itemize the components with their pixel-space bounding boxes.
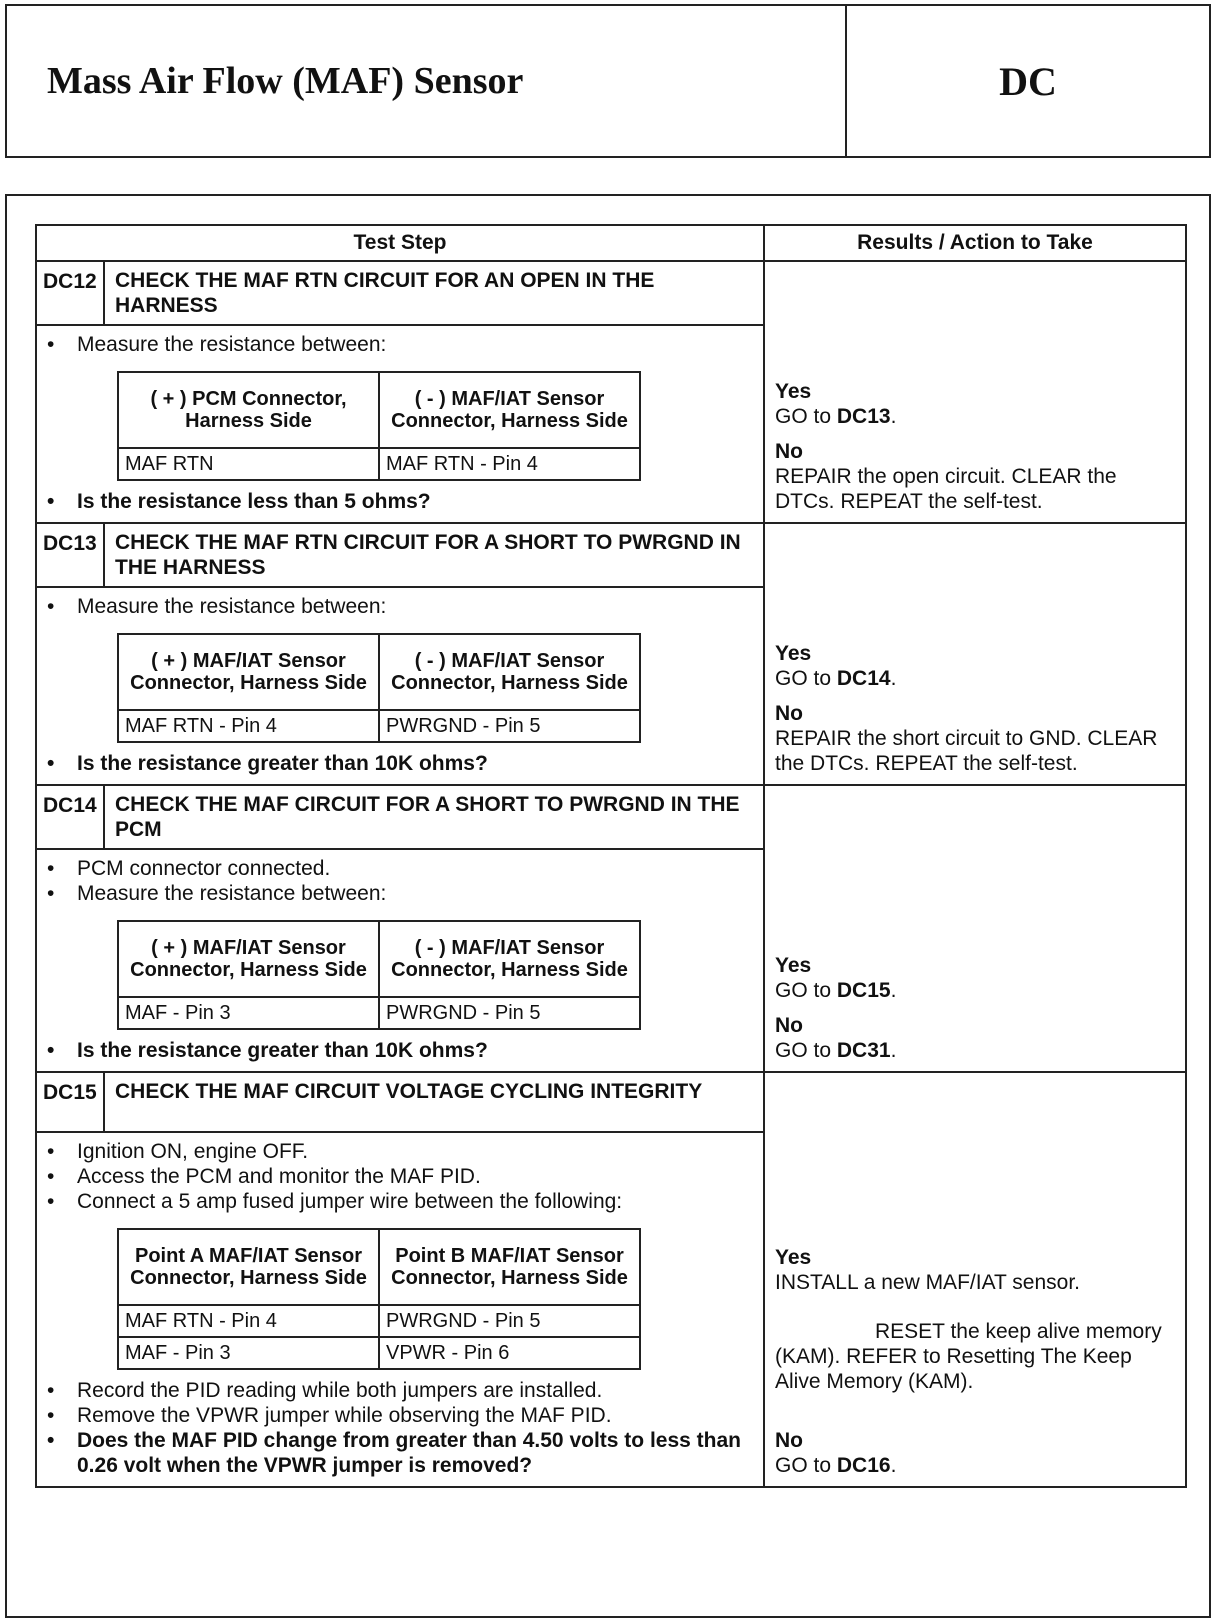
measurement-header: ( - ) MAF/IAT Sensor Connector, Harness Side <box>379 634 640 710</box>
test-step-table <box>35 224 1187 1488</box>
step-id: DC13 <box>36 523 104 587</box>
step-question: • Is the resistance greater than 10K ohms? <box>47 751 753 776</box>
no-target-link[interactable]: DC16 <box>836 1454 891 1477</box>
step-title: CHECK THE MAF RTN CIRCUIT FOR A SHORT TO PWRGND IN THE HARNESS <box>104 523 764 587</box>
no-target-link[interactable]: DC31 <box>836 1039 891 1062</box>
yes-target-link[interactable]: DC14 <box>836 667 891 690</box>
step-title: CHECK THE MAF RTN CIRCUIT FOR AN OPEN IN THE HARNESS <box>104 261 764 325</box>
measurement-table <box>117 920 641 1030</box>
step-instruction: • Measure the resistance between: <box>47 594 753 619</box>
step-instruction: • Access the PCM and monitor the MAF PID. <box>47 1164 753 1189</box>
step-id: DC12 <box>36 261 104 325</box>
step-question: • Is the resistance less than 5 ohms? <box>47 489 753 514</box>
step-instruction: • Record the PID reading while both jumpers are installed. <box>47 1378 753 1403</box>
step-question: • Does the MAF PID change from greater than 4.50 volts to less than 0.26 volt when the VPWR jumper is removed? <box>47 1428 753 1478</box>
no-label: No <box>775 1014 803 1037</box>
yes-target-link[interactable]: DC13 <box>836 405 891 428</box>
step-instruction: • Ignition ON, engine OFF. <box>47 1139 753 1164</box>
step-instruction: • Measure the resistance between: <box>47 332 753 357</box>
column-header-test-step: Test Step <box>36 225 764 261</box>
jumper-cell: MAF - Pin 3 <box>118 1337 379 1369</box>
column-header-results: Results / Action to Take <box>764 225 1186 261</box>
step-title: CHECK THE MAF CIRCUIT VOLTAGE CYCLING INTEGRITY <box>104 1072 764 1132</box>
step-instruction: • Remove the VPWR jumper while observing the MAF PID. <box>47 1403 753 1428</box>
no-prefix: GO to <box>775 1454 832 1477</box>
yes-label: Yes <box>775 954 812 977</box>
yes-prefix: GO to <box>775 979 832 1002</box>
page-header <box>5 4 1211 158</box>
step-instruction: • Connect a 5 amp fused jumper wire between the following: <box>47 1189 753 1214</box>
step-id: DC15 <box>36 1072 104 1132</box>
yes-text-2: RESET the keep alive memory (KAM). REFER to Resetting The Keep Alive Memory (KAM). <box>775 1320 1162 1393</box>
no-label: No <box>775 440 803 463</box>
step-title: CHECK THE MAF CIRCUIT FOR A SHORT TO PWRGND IN THE PCM <box>104 785 764 849</box>
measurement-cell: MAF RTN - Pin 4 <box>118 710 379 742</box>
measurement-cell: PWRGND - Pin 5 <box>379 710 640 742</box>
no-text: REPAIR the open circuit. CLEAR the DTCs. REPEAT the self-test. <box>775 465 1117 513</box>
yes-label: Yes <box>775 1246 812 1269</box>
section-code: DC <box>999 58 1057 104</box>
measurement-cell: PWRGND - Pin 5 <box>379 997 640 1029</box>
measurement-cell: MAF RTN <box>118 448 379 480</box>
step-result: Yes GO to DC13. No REPAIR the open circuit. CLEAR the DTCs. REPEAT the self-test. <box>764 261 1186 523</box>
measurement-header: ( + ) MAF/IAT Sensor Connector, Harness Side <box>118 921 379 997</box>
yes-prefix: GO to <box>775 667 832 690</box>
measurement-cell: MAF RTN - Pin 4 <box>379 448 640 480</box>
yes-text: INSTALL a new MAF/IAT sensor. <box>775 1271 1081 1294</box>
step-instruction: • PCM connector connected. <box>47 856 753 881</box>
measurement-header: ( - ) MAF/IAT Sensor Connector, Harness Side <box>379 921 640 997</box>
jumper-cell: VPWR - Pin 6 <box>379 1337 640 1369</box>
step-instruction: • Measure the resistance between: <box>47 881 753 906</box>
measurement-table <box>117 371 641 481</box>
step-question: • Is the resistance greater than 10K ohms? <box>47 1038 753 1063</box>
step-result: Yes GO to DC14. No REPAIR the short circuit to GND. CLEAR the DTCs. REPEAT the self-test. <box>764 523 1186 785</box>
measurement-cell: MAF - Pin 3 <box>118 997 379 1029</box>
measurement-header: ( - ) MAF/IAT Sensor Connector, Harness Side <box>379 372 640 448</box>
step-result: Yes INSTALL a new MAF/IAT sensor. RESET the keep alive memory (KAM). REFER to Resetting The Keep Alive Memory (KAM). No GO to DC16. <box>764 1072 1186 1487</box>
step-body <box>36 325 764 523</box>
jumper-table <box>117 1228 641 1370</box>
jumper-header: Point B MAF/IAT Sensor Connector, Harness Side <box>379 1229 640 1305</box>
step-id: DC14 <box>36 785 104 849</box>
step-body <box>36 587 764 785</box>
measurement-table <box>117 633 641 743</box>
no-text: REPAIR the short circuit to GND. CLEAR the DTCs. REPEAT the self-test. <box>775 727 1158 775</box>
no-label: No <box>775 702 803 725</box>
no-label: No <box>775 1429 803 1452</box>
measurement-header: ( + ) PCM Connector, Harness Side <box>118 372 379 448</box>
yes-label: Yes <box>775 380 812 403</box>
step-result: Yes GO to DC15. No GO to DC31. <box>764 785 1186 1072</box>
page-title: Mass Air Flow (MAF) Sensor <box>7 6 847 156</box>
procedure-frame <box>5 194 1211 1618</box>
yes-label: Yes <box>775 642 812 665</box>
step-body <box>36 1132 764 1487</box>
jumper-header: Point A MAF/IAT Sensor Connector, Harness Side <box>118 1229 379 1305</box>
step-body <box>36 849 764 1072</box>
yes-prefix: GO to <box>775 405 832 428</box>
jumper-cell: PWRGND - Pin 5 <box>379 1305 640 1337</box>
no-prefix: GO to <box>775 1039 832 1062</box>
jumper-cell: MAF RTN - Pin 4 <box>118 1305 379 1337</box>
measurement-header: ( + ) MAF/IAT Sensor Connector, Harness Side <box>118 634 379 710</box>
yes-target-link[interactable]: DC15 <box>836 979 891 1002</box>
